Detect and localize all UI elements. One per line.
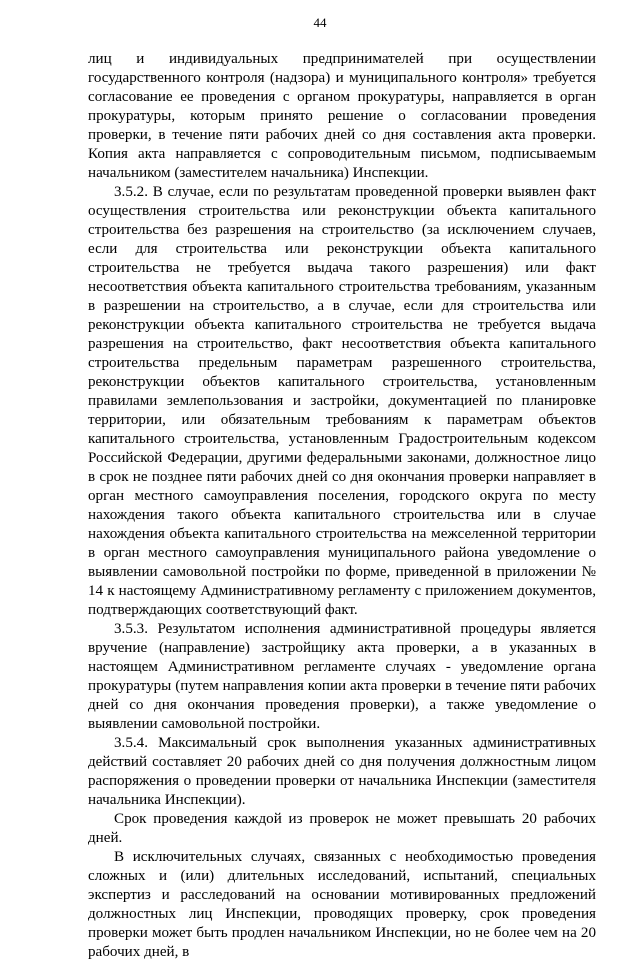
paragraph-inspection-term: Срок проведения каждой из проверок не может превышать 20 рабочих дней. (88, 811, 596, 846)
paragraph-continuation: лиц и индивидуальных предпринимателей при осуществлении государственного контроля (надзора) и муниципального контроля» требуется согласование ее проведения с органом прокуратуры, направляется в орган прокуратуры, которым принято решение о согласовании проведения проверки, в течение пяти рабочих дней со дня составления акта проверки. Копия акта направляется с сопроводительным письмом, подписываемым начальником (заместителем начальника) Инспекции. (88, 51, 596, 181)
document-body (88, 50, 596, 962)
paragraph-3-5-4: 3.5.4. Максимальный срок выполнения указанных административных действий составляет 20 рабочих дней со дня получения должностным лицом распоряжения о проведении проверки от начальника Инспекции (заместителя начальника Инспекции). (88, 735, 596, 808)
paragraph-3-5-2: 3.5.2. В случае, если по результатам проведенной проверки выявлен факт осуществления строительства или реконструкции объекта капитального строительства без разрешения на строительство (за исключением случаев, если для строительства или реконструкции объекта капитального строительства не требуется выдача такого разрешения) или факт несоответствия объекта капитального строительства требованиям, указанным в разрешении на строительство, а в случае, если для строительства или реконструкции объекта капитального строительства не требуется выдача разрешения на строительство, факт несоответствия объекта капитального строительства предельным параметрам разрешенного строительства, реконструкции объектов капитального строительства, установленным правилами землепользования и застройки, документацией по планировке территории, или обязательным требованиям к параметрам объектов капитального строительства, установленным Градостроительным кодексом Российской Федерации, другими федеральными законами, должностное лицо в срок не позднее пяти рабочих дней со дня окончания проверки направляет в орган местного самоуправления поселения, городского округа по месту нахождения такого объекта капитального строительства или в случае нахождения объекта капитального строительства на межселенной территории в орган местного самоуправления муниципального района уведомление о выявлении самовольной постройки по форме, приведенной в приложении № 14 к настоящему Административному регламенту с приложением документов, подтверждающих соответствующий факт. (88, 184, 596, 618)
page-number: 44 (313, 15, 327, 30)
paragraph-3-5-3: 3.5.3. Результатом исполнения административной процедуры является вручение (направление) застройщику акта проверки, а в указанных в настоящем Административном регламенте случаях - уведомление органа прокуратуры (путем направления копии акта проверки в течение пяти рабочих дней со дня окончания проведения проверки), а также уведомление о выявлении самовольной постройки. (88, 621, 596, 732)
paragraph-exceptional-cases: В исключительных случаях, связанных с необходимостью проведения сложных и (или) длительных исследований, испытаний, специальных экспертиз и расследований на основании мотивированных предложений должностных лиц Инспекции, проводящих проверку, срок проведения проверки может быть продлен начальником Инспекции, но не более чем на 20 рабочих дней, в (88, 849, 596, 960)
